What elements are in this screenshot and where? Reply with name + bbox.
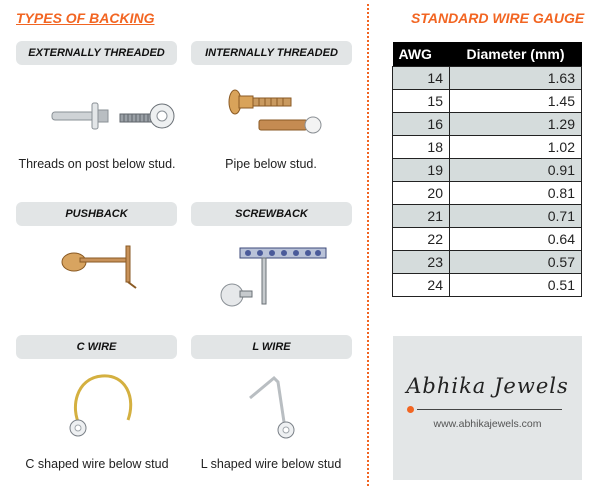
brand-name: Abhika Jewels	[406, 374, 569, 398]
diameter-cell: 0.91	[450, 159, 582, 182]
diameter-cell: 1.02	[450, 136, 582, 159]
l-wire-image	[244, 372, 314, 442]
externally-threaded-image	[48, 92, 178, 142]
awg-cell: 22	[393, 228, 450, 251]
screwback-image	[218, 240, 338, 310]
awg-header: AWG	[393, 42, 450, 67]
diameter-cell: 0.81	[450, 182, 582, 205]
c-wire-caption: C shaped wire below stud	[25, 457, 169, 471]
externally-threaded-label: EXTERNALLY THREADED	[16, 41, 177, 65]
awg-cell: 19	[393, 159, 450, 182]
orange-dot-icon	[407, 406, 414, 413]
diameter-cell: 1.45	[450, 90, 582, 113]
table-row	[393, 113, 582, 136]
table-row	[393, 67, 582, 90]
table-row	[393, 136, 582, 159]
table-row	[393, 205, 582, 228]
awg-cell: 14	[393, 67, 450, 90]
awg-cell: 15	[393, 90, 450, 113]
internally-threaded-image	[215, 84, 330, 144]
diameter-cell: 0.71	[450, 205, 582, 228]
screwback-label: SCREWBACK	[191, 202, 352, 226]
internally-threaded-label: INTERNALLY THREADED	[191, 41, 352, 65]
diameter-cell: 0.64	[450, 228, 582, 251]
types-of-backing-title: TYPES OF BACKING	[16, 10, 155, 26]
diameter-cell: 0.57	[450, 251, 582, 274]
diameter-header: Diameter (mm)	[450, 42, 582, 67]
awg-cell: 20	[393, 182, 450, 205]
standard-wire-gauge-title: STANDARD WIRE GAUGE	[411, 10, 585, 26]
c-wire-label: C WIRE	[16, 335, 177, 359]
awg-cell: 21	[393, 205, 450, 228]
table-row	[393, 90, 582, 113]
dotted-divider	[367, 4, 369, 486]
pushback-image	[56, 240, 156, 290]
brand-url: www.abhikajewels.com	[433, 418, 542, 430]
awg-cell: 18	[393, 136, 450, 159]
pushback-label: PUSHBACK	[16, 202, 177, 226]
wire-gauge-table	[392, 42, 582, 297]
l-wire-label: L WIRE	[191, 335, 352, 359]
table-row	[393, 228, 582, 251]
table-header-row	[393, 42, 582, 67]
internally-threaded-caption: Pipe below stud.	[225, 157, 317, 171]
table-row	[393, 159, 582, 182]
diameter-cell: 1.63	[450, 67, 582, 90]
awg-cell: 24	[393, 274, 450, 297]
awg-cell: 23	[393, 251, 450, 274]
table-row	[393, 251, 582, 274]
diameter-cell: 1.29	[450, 113, 582, 136]
externally-threaded-caption: Threads on post below stud.	[18, 157, 176, 171]
brand-box	[393, 336, 582, 480]
c-wire-image	[66, 368, 146, 448]
awg-cell: 16	[393, 113, 450, 136]
l-wire-caption: L shaped wire below stud	[200, 457, 342, 471]
table-row	[393, 274, 582, 297]
table-row	[393, 182, 582, 205]
diameter-cell: 0.51	[450, 274, 582, 297]
brand-underline	[417, 409, 562, 410]
